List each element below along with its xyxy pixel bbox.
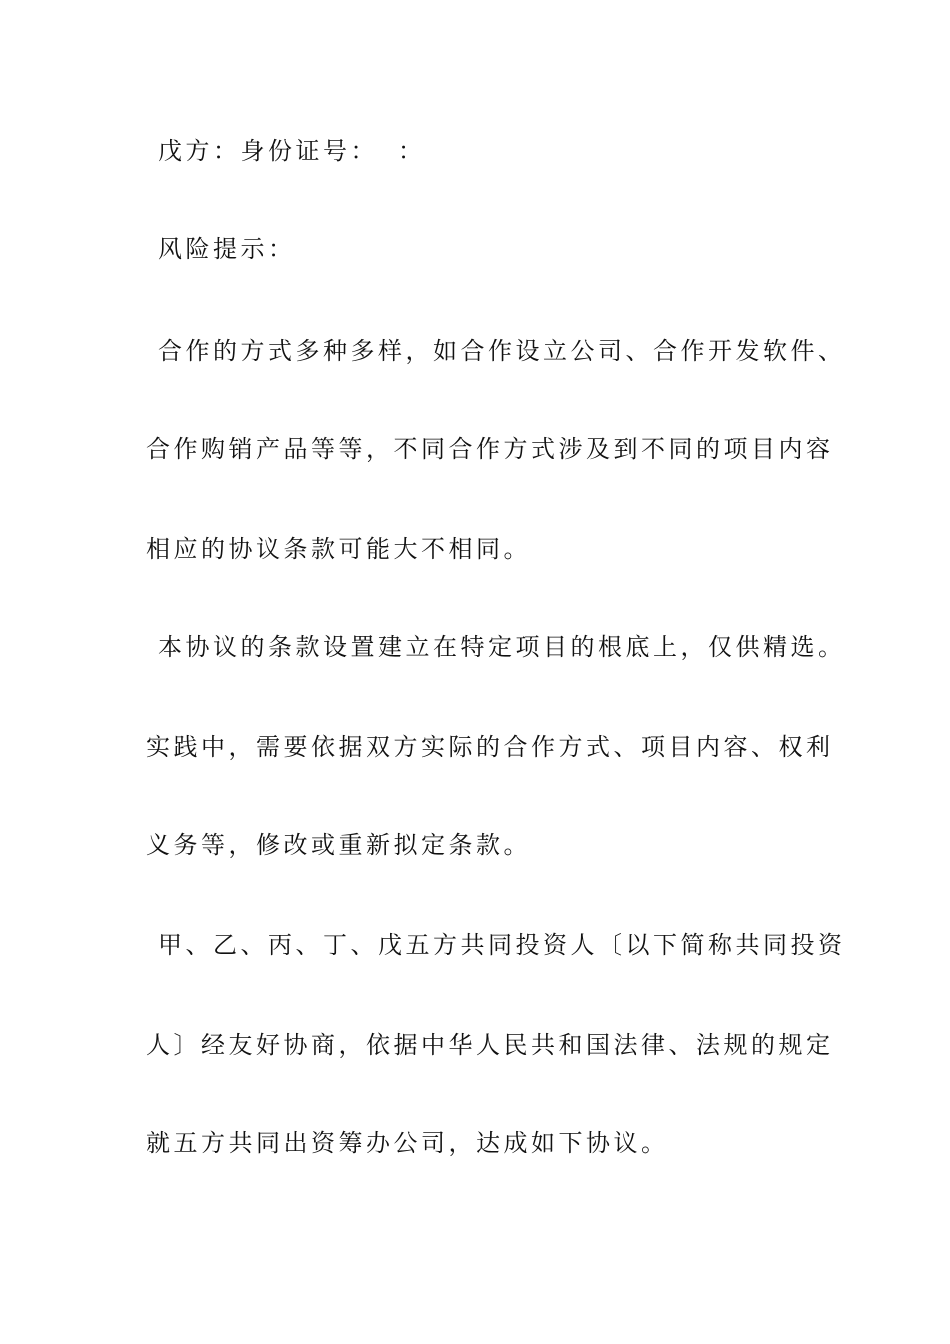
paragraph-line: 实践中，需要依据双方实际的合作方式、项目内容、权利 bbox=[146, 733, 834, 761]
paragraph-line: 本协议的条款设置建立在特定项目的根底上，仅供精选。 bbox=[158, 633, 846, 661]
party-id-label: 戊方：身份证号： bbox=[158, 137, 378, 165]
paragraph-line: 甲、乙、丙、丁、戊五方共同投资人〔以下简称共同投资 bbox=[158, 931, 846, 959]
paragraph-line: 合作购销产品等等，不同合作方式涉及到不同的项目内容 bbox=[146, 435, 834, 463]
party-id-line bbox=[158, 136, 838, 166]
paragraph-line: 相应的协议条款可能大不相同。 bbox=[146, 535, 531, 563]
paragraph-line: 人〕经友好协商，依据中华人民共和国法律、法规的规定 bbox=[146, 1031, 834, 1059]
risk-heading: 风险提示： bbox=[158, 235, 296, 263]
paragraph-line: 就五方共同出资筹办公司，达成如下协议。 bbox=[146, 1129, 669, 1157]
paragraph-line: 义务等，修改或重新拟定条款。 bbox=[146, 831, 531, 859]
party-id-trailing-colon: ： bbox=[398, 137, 422, 165]
paragraph-line: 合作的方式多种多样，如合作设立公司、合作开发软件、 bbox=[158, 337, 846, 365]
